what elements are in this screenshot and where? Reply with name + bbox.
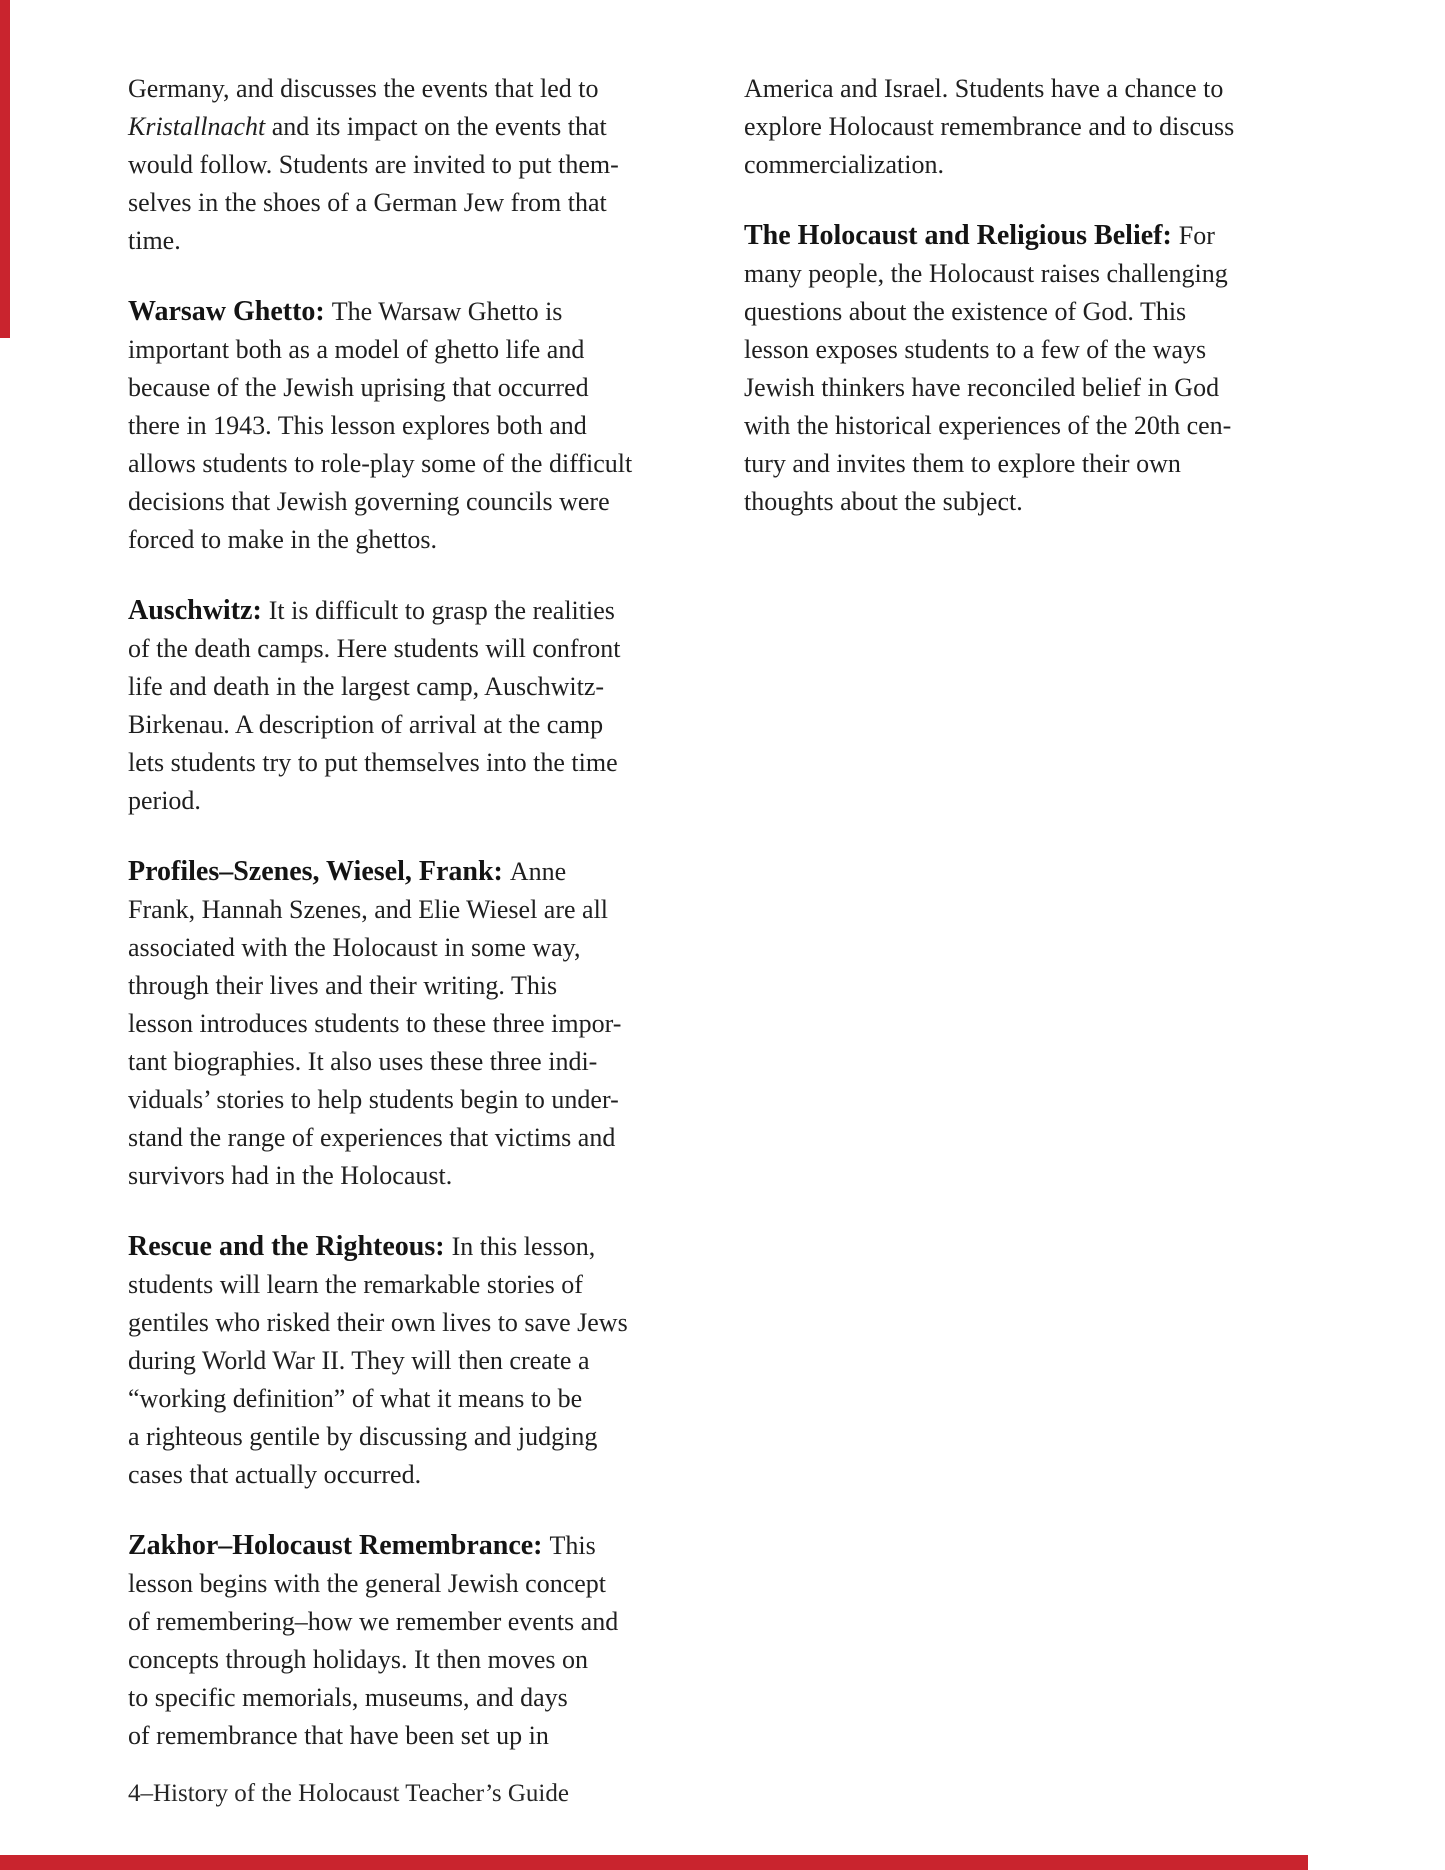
text-run: allows students to role-play some of the difficult — [128, 449, 633, 478]
text-run: Anne — [509, 857, 567, 886]
text-line — [744, 407, 1326, 445]
italic-term-run: Kristallnacht — [128, 112, 266, 141]
text-run: gentiles who risked their own lives to save Jews — [128, 1308, 628, 1337]
paragraph — [128, 70, 720, 260]
text-line — [744, 445, 1326, 483]
page-footer: 4–History of the Holocaust Teacher’s Guide — [128, 1780, 569, 1807]
text-run: during World War II. They will then create a — [128, 1346, 590, 1375]
text-line — [128, 592, 720, 630]
text-run: there in 1943. This lesson explores both and — [128, 411, 587, 440]
text-line — [128, 222, 720, 260]
text-run: through their lives and their writing. This — [128, 971, 558, 1000]
text-line — [128, 1342, 720, 1380]
text-run: lesson begins with the general Jewish concept — [128, 1569, 606, 1598]
text-line — [128, 407, 720, 445]
text-line — [128, 706, 720, 744]
lesson-title-run: Auschwitz: — [128, 595, 269, 626]
text-run: time. — [128, 226, 181, 255]
text-line — [128, 1380, 720, 1418]
text-line — [128, 1641, 720, 1679]
text-run: because of the Jewish uprising that occurred — [128, 373, 589, 402]
text-run: of remembering–how we remember events and — [128, 1607, 619, 1636]
text-run: many people, the Holocaust raises challenging — [744, 259, 1228, 288]
text-line — [128, 108, 720, 146]
text-line — [128, 1119, 720, 1157]
text-run: and its impact on the events that — [265, 112, 607, 141]
text-line — [128, 293, 720, 331]
text-line — [128, 1565, 720, 1603]
text-run: Germany, and discusses the events that led to — [128, 74, 599, 103]
text-run: It is difficult to grasp the realities — [268, 596, 615, 625]
text-line — [128, 70, 720, 108]
lesson-title-run: Zakhor–Holocaust Remembrance: — [128, 1530, 550, 1561]
text-line — [744, 255, 1326, 293]
paragraph — [128, 853, 720, 1195]
text-run: with the historical experiences of the 20th cen- — [744, 411, 1232, 440]
text-run: tant biographies. It also uses these three indi- — [128, 1047, 598, 1076]
text-line — [128, 782, 720, 820]
text-line — [128, 929, 720, 967]
page-edge-red-bar-left — [0, 0, 10, 338]
paragraph — [744, 217, 1326, 521]
text-line — [128, 1527, 720, 1565]
text-run: Birkenau. A description of arrival at the camp — [128, 710, 604, 739]
text-line — [744, 331, 1326, 369]
text-line — [128, 1717, 720, 1755]
text-line — [128, 744, 720, 782]
paragraph — [744, 70, 1326, 184]
text-line — [128, 1456, 720, 1494]
text-run: associated with the Holocaust in some way, — [128, 933, 581, 962]
text-run: to specific memorials, museums, and days — [128, 1683, 568, 1712]
lesson-title-run: The Holocaust and Religious Belief: — [744, 220, 1179, 251]
text-line — [128, 1081, 720, 1119]
text-run: cases that actually occurred. — [128, 1460, 422, 1489]
text-line — [744, 108, 1326, 146]
text-run: tury and invites them to explore their own — [744, 449, 1181, 478]
text-run: explore Holocaust remembrance and to discuss — [744, 112, 1235, 141]
text-run: questions about the existence of God. This — [744, 297, 1187, 326]
text-line — [128, 483, 720, 521]
text-run: lets students try to put themselves into the time — [128, 748, 618, 777]
text-run: life and death in the largest camp, Auschwitz- — [128, 672, 605, 701]
text-line — [128, 1266, 720, 1304]
text-run: stand the range of experiences that victims and — [128, 1123, 616, 1152]
text-run: Frank, Hannah Szenes, and Elie Wiesel are all — [128, 895, 609, 924]
lesson-title-run: Profiles–Szenes, Wiesel, Frank: — [128, 856, 510, 887]
text-line — [128, 445, 720, 483]
text-run: “working definition” of what it means to be — [128, 1384, 583, 1413]
text-run: a righteous gentile by discussing and judging — [128, 1422, 598, 1451]
text-line — [128, 891, 720, 929]
text-line — [128, 668, 720, 706]
text-run: viduals’ stories to help students begin to under- — [128, 1085, 619, 1114]
text-run: The Warsaw Ghetto is — [331, 297, 563, 326]
paragraph — [128, 1527, 720, 1755]
paragraph — [128, 1228, 720, 1494]
text-run: lesson introduces students to these three impor- — [128, 1009, 622, 1038]
text-line — [128, 1603, 720, 1641]
text-line — [128, 1228, 720, 1266]
text-run: would follow. Students are invited to put them- — [128, 150, 619, 179]
text-line — [744, 70, 1326, 108]
text-line — [744, 293, 1326, 331]
right-column — [744, 70, 1326, 521]
text-line — [128, 521, 720, 559]
text-run: In this lesson, — [451, 1232, 596, 1261]
text-run: important both as a model of ghetto life and — [128, 335, 585, 364]
lesson-title-run: Rescue and the Righteous: — [128, 1231, 452, 1262]
text-run: of the death camps. Here students will confront — [128, 634, 621, 663]
text-run: of remembrance that have been set up in — [128, 1721, 549, 1750]
text-line — [128, 184, 720, 222]
text-line — [128, 146, 720, 184]
text-line — [744, 483, 1326, 521]
text-line — [128, 1157, 720, 1195]
text-line — [128, 1418, 720, 1456]
text-run: students will learn the remarkable stories of — [128, 1270, 583, 1299]
text-run: thoughts about the subject. — [744, 487, 1023, 516]
left-column — [128, 70, 720, 1755]
text-line — [744, 369, 1326, 407]
text-line — [128, 331, 720, 369]
text-run: concepts through holidays. It then moves on — [128, 1645, 588, 1674]
text-line — [128, 853, 720, 891]
text-run: This — [549, 1531, 596, 1560]
text-line — [128, 630, 720, 668]
page-edge-red-bar-bottom — [0, 1855, 1308, 1870]
paragraph — [128, 592, 720, 820]
paragraph — [128, 293, 720, 559]
text-line — [128, 967, 720, 1005]
text-run: selves in the shoes of a German Jew from that — [128, 188, 607, 217]
lesson-title-run: Warsaw Ghetto: — [128, 296, 332, 327]
text-line — [128, 369, 720, 407]
text-run: America and Israel. Students have a chance to — [744, 74, 1224, 103]
text-run: forced to make in the ghettos. — [128, 525, 438, 554]
text-run: commercialization. — [744, 150, 944, 179]
text-run: survivors had in the Holocaust. — [128, 1161, 453, 1190]
text-run: For — [1178, 221, 1215, 250]
text-run: Jewish thinkers have reconciled belief in God — [744, 373, 1220, 402]
text-line — [128, 1043, 720, 1081]
text-line — [128, 1304, 720, 1342]
text-line — [128, 1679, 720, 1717]
text-run: period. — [128, 786, 201, 815]
text-line — [744, 146, 1326, 184]
text-run: decisions that Jewish governing councils were — [128, 487, 610, 516]
text-line — [128, 1005, 720, 1043]
text-run: lesson exposes students to a few of the ways — [744, 335, 1207, 364]
text-line — [744, 217, 1326, 255]
